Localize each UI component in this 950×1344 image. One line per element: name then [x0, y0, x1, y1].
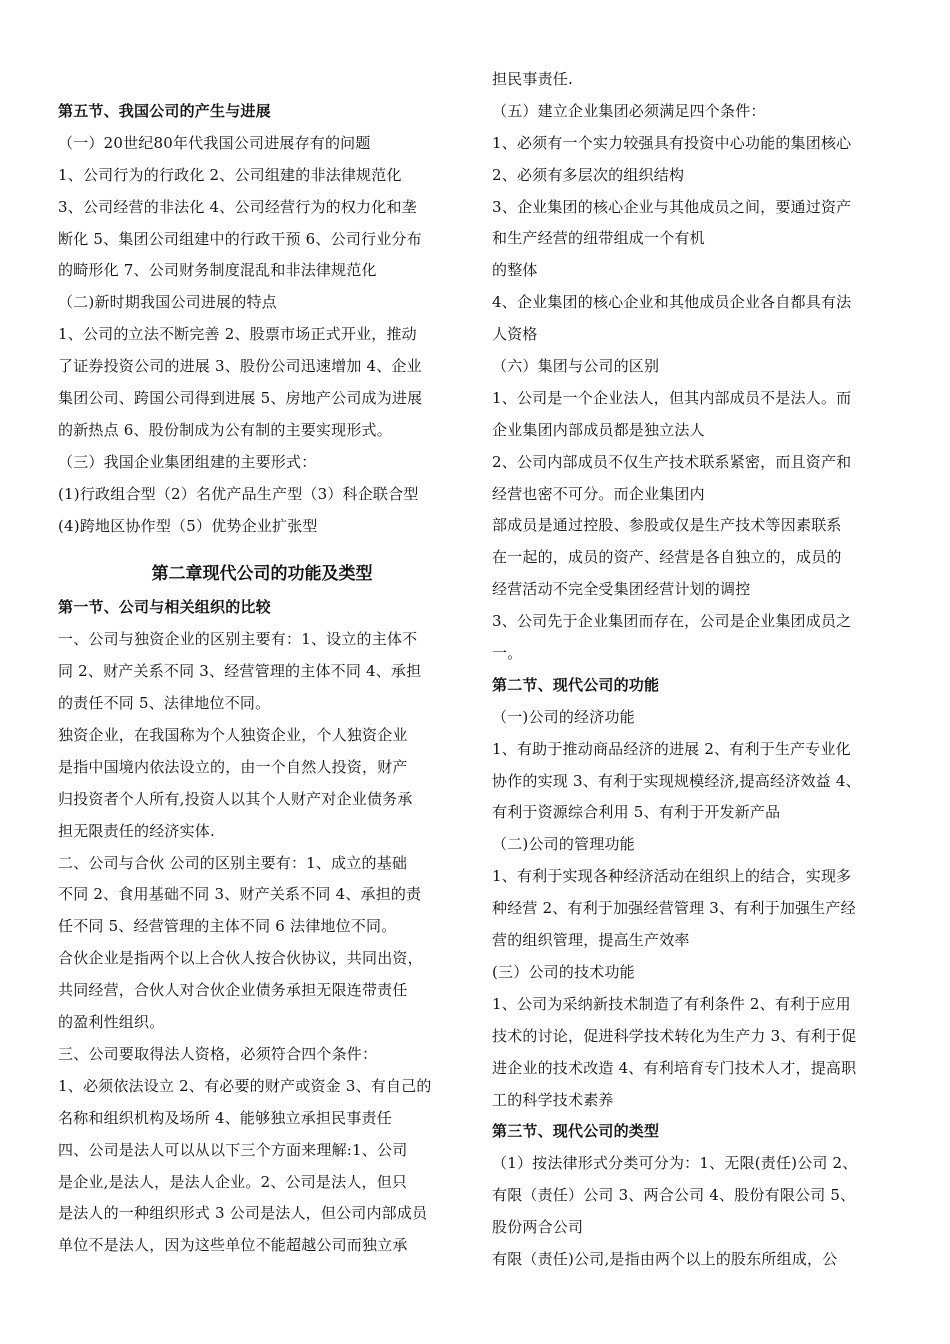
- text-line: 名称和组织机构及场所 4、能够独立承担民事责任: [58, 1108, 392, 1127]
- text-line: 1、公司为采纳新技术制造了有利条件 2、有利于应用: [492, 994, 851, 1013]
- chapter-title: 第二章现代公司的功能及类型: [151, 564, 373, 585]
- text-line: 的整体: [492, 261, 538, 280]
- text-line: 1、公司的立法不断完善 2、股票市场正式开业，推动: [58, 325, 417, 344]
- text-line: 是法人的一种组织形式 3 公司是法人，但公司内部成员: [58, 1204, 428, 1223]
- text-line: 集团公司、跨国公司得到进展 5、房地产公司成为进展: [58, 389, 423, 408]
- text-line: 担民事责任.: [492, 70, 573, 88]
- text-line: 了证券投资公司的进展 3、股份公司迅速增加 4、企业: [58, 357, 422, 376]
- text-line: 和生产经营的纽带组成一个有机: [492, 229, 705, 248]
- text-line: （一)公司的经济功能: [492, 707, 635, 726]
- left-column: [58, 96, 466, 1262]
- text-line: 的新热点 6、股份制成为公有制的主要实现形式。: [58, 420, 392, 439]
- text-line: (三）公司的技术功能: [492, 962, 635, 981]
- text-line: 人资格: [492, 325, 538, 344]
- text-line: 经营活动不完全受集团经营计划的调控: [492, 580, 751, 599]
- text-line: （六）集团与公司的区别: [492, 357, 660, 376]
- text-line: 不同 2、食用基础不同 3、财产关系不同 4、承担的责: [58, 885, 422, 904]
- text-line: 有利于资源综合利用 5、有利于开发新产品: [492, 803, 781, 822]
- text-line: 是企业,是法人，是法人企业。2、公司是法人，但只: [58, 1172, 408, 1191]
- text-line: 部成员是通过控股、参股或仅是生产技术等因素联系: [492, 516, 842, 535]
- text-line: 四、公司是法人可以从以下三个方面来理解:1、公司: [58, 1140, 408, 1159]
- text-line: 经营也密不可分。而企业集团内: [492, 484, 705, 503]
- text-line: 1、必须依法设立 2、有必要的财产或资金 3、有自己的: [58, 1076, 432, 1095]
- text-line: 二、公司与合伙 公司的区别主要有：1、成立的基础: [58, 853, 408, 872]
- text-line: 股份两合公司: [492, 1218, 584, 1237]
- text-line: 三、公司要取得法人资格，必须符合四个条件：: [58, 1044, 378, 1063]
- text-line: 一、公司与独资企业的区别主要有：1、设立的主体不: [58, 630, 418, 649]
- text-line: 同 2、财产关系不同 3、经营管理的主体不同 4、承担: [58, 662, 422, 681]
- text-line: 担无限责任的经济实体.: [58, 821, 215, 840]
- text-line: 合伙企业是指两个以上合伙人按合伙协议，共同出资，: [58, 949, 423, 968]
- text-line: 断化 5、集团公司组建中的行政干预 6、公司行业分布: [58, 229, 422, 248]
- text-line: （一）20世纪80年代我国公司进展存有的问题: [58, 133, 371, 152]
- text-line: 2、必须有多层次的组织结构: [492, 165, 685, 184]
- text-line: 的盈利性组织。: [58, 1013, 165, 1032]
- text-line: 企业集团内部成员都是独立法人: [492, 420, 705, 439]
- text-line: 2、公司内部成员不仅生产技术联系紧密，而且资产和: [492, 452, 852, 471]
- text-line: 在一起的，成员的资产、经营是各自独立的，成员的: [492, 548, 842, 567]
- text-line: 4、企业集团的核心企业和其他成员企业各自都具有法: [492, 293, 852, 312]
- text-line: 3、公司经营的非法化 4、公司经营行为的权力化和垄: [58, 197, 417, 216]
- text-line: 1、有利于实现各种经济活动在组织上的结合，实现多: [492, 867, 852, 886]
- text-line: （二)新时期我国公司进展的特点: [58, 293, 277, 312]
- text-line: 一。: [492, 644, 523, 663]
- text-line: 种经营 2、有利于加强经营管理 3、有利于加强生产经: [492, 899, 856, 918]
- text-line: 3、企业集团的核心企业与其他成员之间，要通过资产: [492, 197, 852, 216]
- text-line: （1）按法律形式分类可分为：1、无限(责任)公司 2、: [492, 1154, 858, 1173]
- text-line: （五）建立企业集团必须满足四个条件：: [492, 101, 766, 120]
- text-line: 的责任不同 5、法律地位不同。: [58, 694, 271, 713]
- text-line: （三）我国企业集团组建的主要形式：: [58, 452, 317, 471]
- section-heading: 第二节、现代公司的功能: [492, 675, 660, 694]
- text-line: 单位不是法人，因为这些单位不能超越公司而独立承: [58, 1236, 408, 1255]
- text-line: 任不同 5、经营管理的主体不同 6 法律地位不同。: [58, 917, 397, 936]
- text-line: 共同经营，合伙人对合伙企业债务承担无限连带责任: [58, 981, 408, 1000]
- text-line: 独资企业，在我国称为个人独资企业，个人独资企业: [58, 726, 408, 745]
- text-line: 有限（责任)公司,是指由两个以上的股东所组成，公: [492, 1249, 838, 1268]
- text-line: 归投资者个人所有,投资人以其个人财产对企业债务承: [58, 789, 413, 808]
- text-line: 3、公司先于企业集团而存在，公司是企业集团成员之: [492, 612, 852, 631]
- text-line: 1、必须有一个实力较强具有投资中心功能的集团核心: [492, 133, 852, 152]
- text-line: 协作的实现 3、有利于实现规模经济,提高经济效益 4、: [492, 771, 861, 790]
- text-line: 1、公司行为的行政化 2、公司组建的非法律规范化: [58, 165, 402, 184]
- text-line: 1、有助于推动商品经济的进展 2、有利于生产专业化: [492, 739, 851, 758]
- text-line: 工的科学技术素养: [492, 1090, 614, 1109]
- text-line: 是指中国境内依法设立的，由一个自然人投资，财产: [58, 757, 408, 776]
- section-heading: 第一节、公司与相关组织的比较: [58, 598, 271, 617]
- text-line: (4)跨地区协作型（5）优势企业扩张型: [58, 516, 318, 535]
- section-heading: 第五节、我国公司的产生与进展: [58, 102, 271, 120]
- text-line: 进企业的技术改造 4、有利培育专门技术人才，提高职: [492, 1058, 857, 1077]
- text-line: (1)行政组合型（2）名优产品生产型（3）科企联合型: [58, 484, 419, 503]
- text-line: 营的组织管理，提高生产效率: [492, 931, 690, 950]
- section-heading: 第三节、现代公司的类型: [492, 1122, 660, 1141]
- text-line: 技术的讨论，促进科学技术转化为生产力 3、有利于促: [492, 1026, 857, 1045]
- text-line: （二)公司的管理功能: [492, 835, 635, 854]
- text-line: 有限（责任）公司 3、两合公司 4、股份有限公司 5、: [492, 1186, 856, 1205]
- text-line: 的畸形化 7、公司财务制度混乱和非法律规范化: [58, 261, 377, 280]
- text-line: 1、公司是一个企业法人，但其内部成员不是法人。而: [492, 388, 852, 407]
- right-column: [492, 64, 896, 1276]
